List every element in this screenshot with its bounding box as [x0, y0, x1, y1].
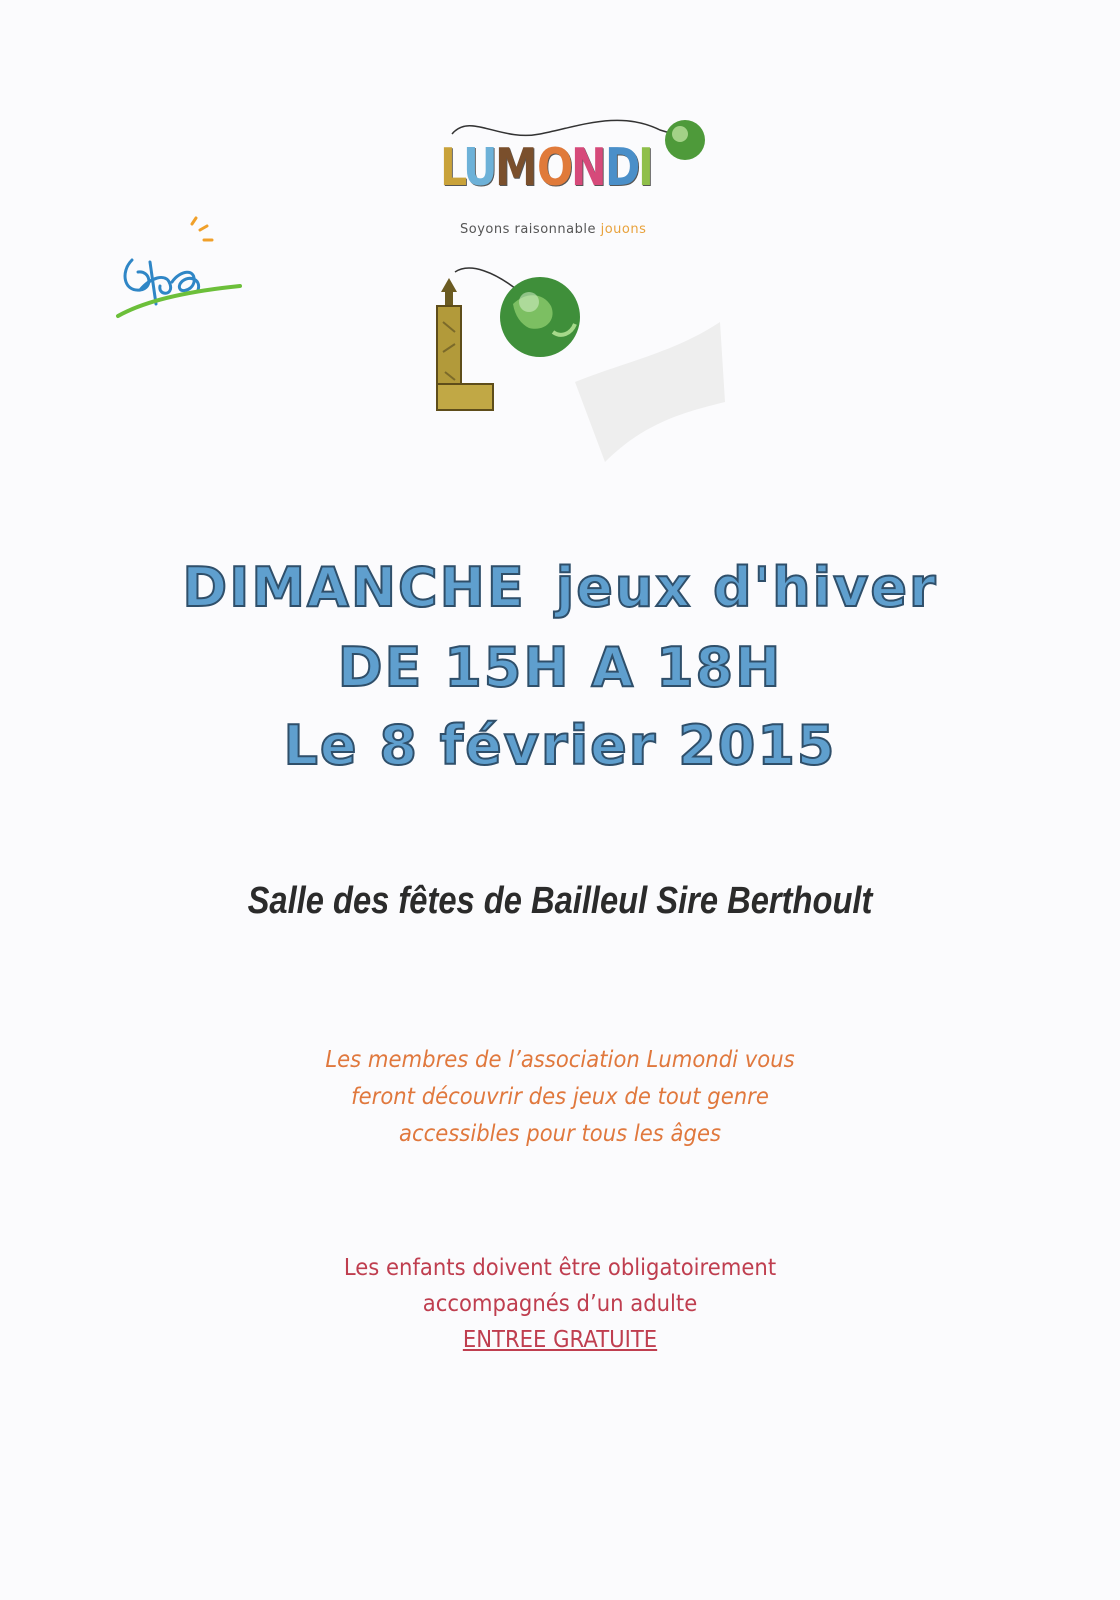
headline-event: jeux d'hiver [555, 556, 938, 619]
bsb-logo [110, 212, 250, 327]
lumondi-logo [430, 112, 720, 247]
headline-line3: Le 8 février 2015 [283, 714, 837, 777]
free-entry-text [45, 1322, 1075, 1358]
emblem-graphic [425, 262, 735, 482]
notice-paragraph [0, 1250, 1120, 1358]
notice-line: Les enfants doivent être obligatoirement [343, 1255, 777, 1281]
members-line: Les membres de l’association Lumondi vous [325, 1047, 795, 1073]
members-line: feront découvrir des jeux de tout genre [351, 1084, 769, 1110]
lumondi-emblem [425, 262, 735, 482]
members-line: accessibles pour tous les âges [399, 1121, 721, 1147]
notice-line: accompagnés d’un adulte [422, 1291, 698, 1317]
tagline-main: Soyons raisonnable [460, 222, 596, 237]
headline-line2: DE 15H A 18H [337, 636, 783, 699]
free-entry-label: ENTREE GRATUITE [462, 1327, 658, 1353]
headline-day: DIMANCHE [182, 556, 526, 619]
members-paragraph [0, 1042, 1120, 1153]
tagline-accent: jouons [600, 222, 647, 237]
lumondi-tagline [460, 222, 646, 237]
venue-text: Salle des fêtes de Bailleul Sire Berthoult [247, 880, 873, 922]
bsb-logo-graphic [110, 212, 250, 327]
lumondi-wordmark: LUMONDI [440, 138, 654, 198]
headline-line1 [0, 548, 1120, 628]
